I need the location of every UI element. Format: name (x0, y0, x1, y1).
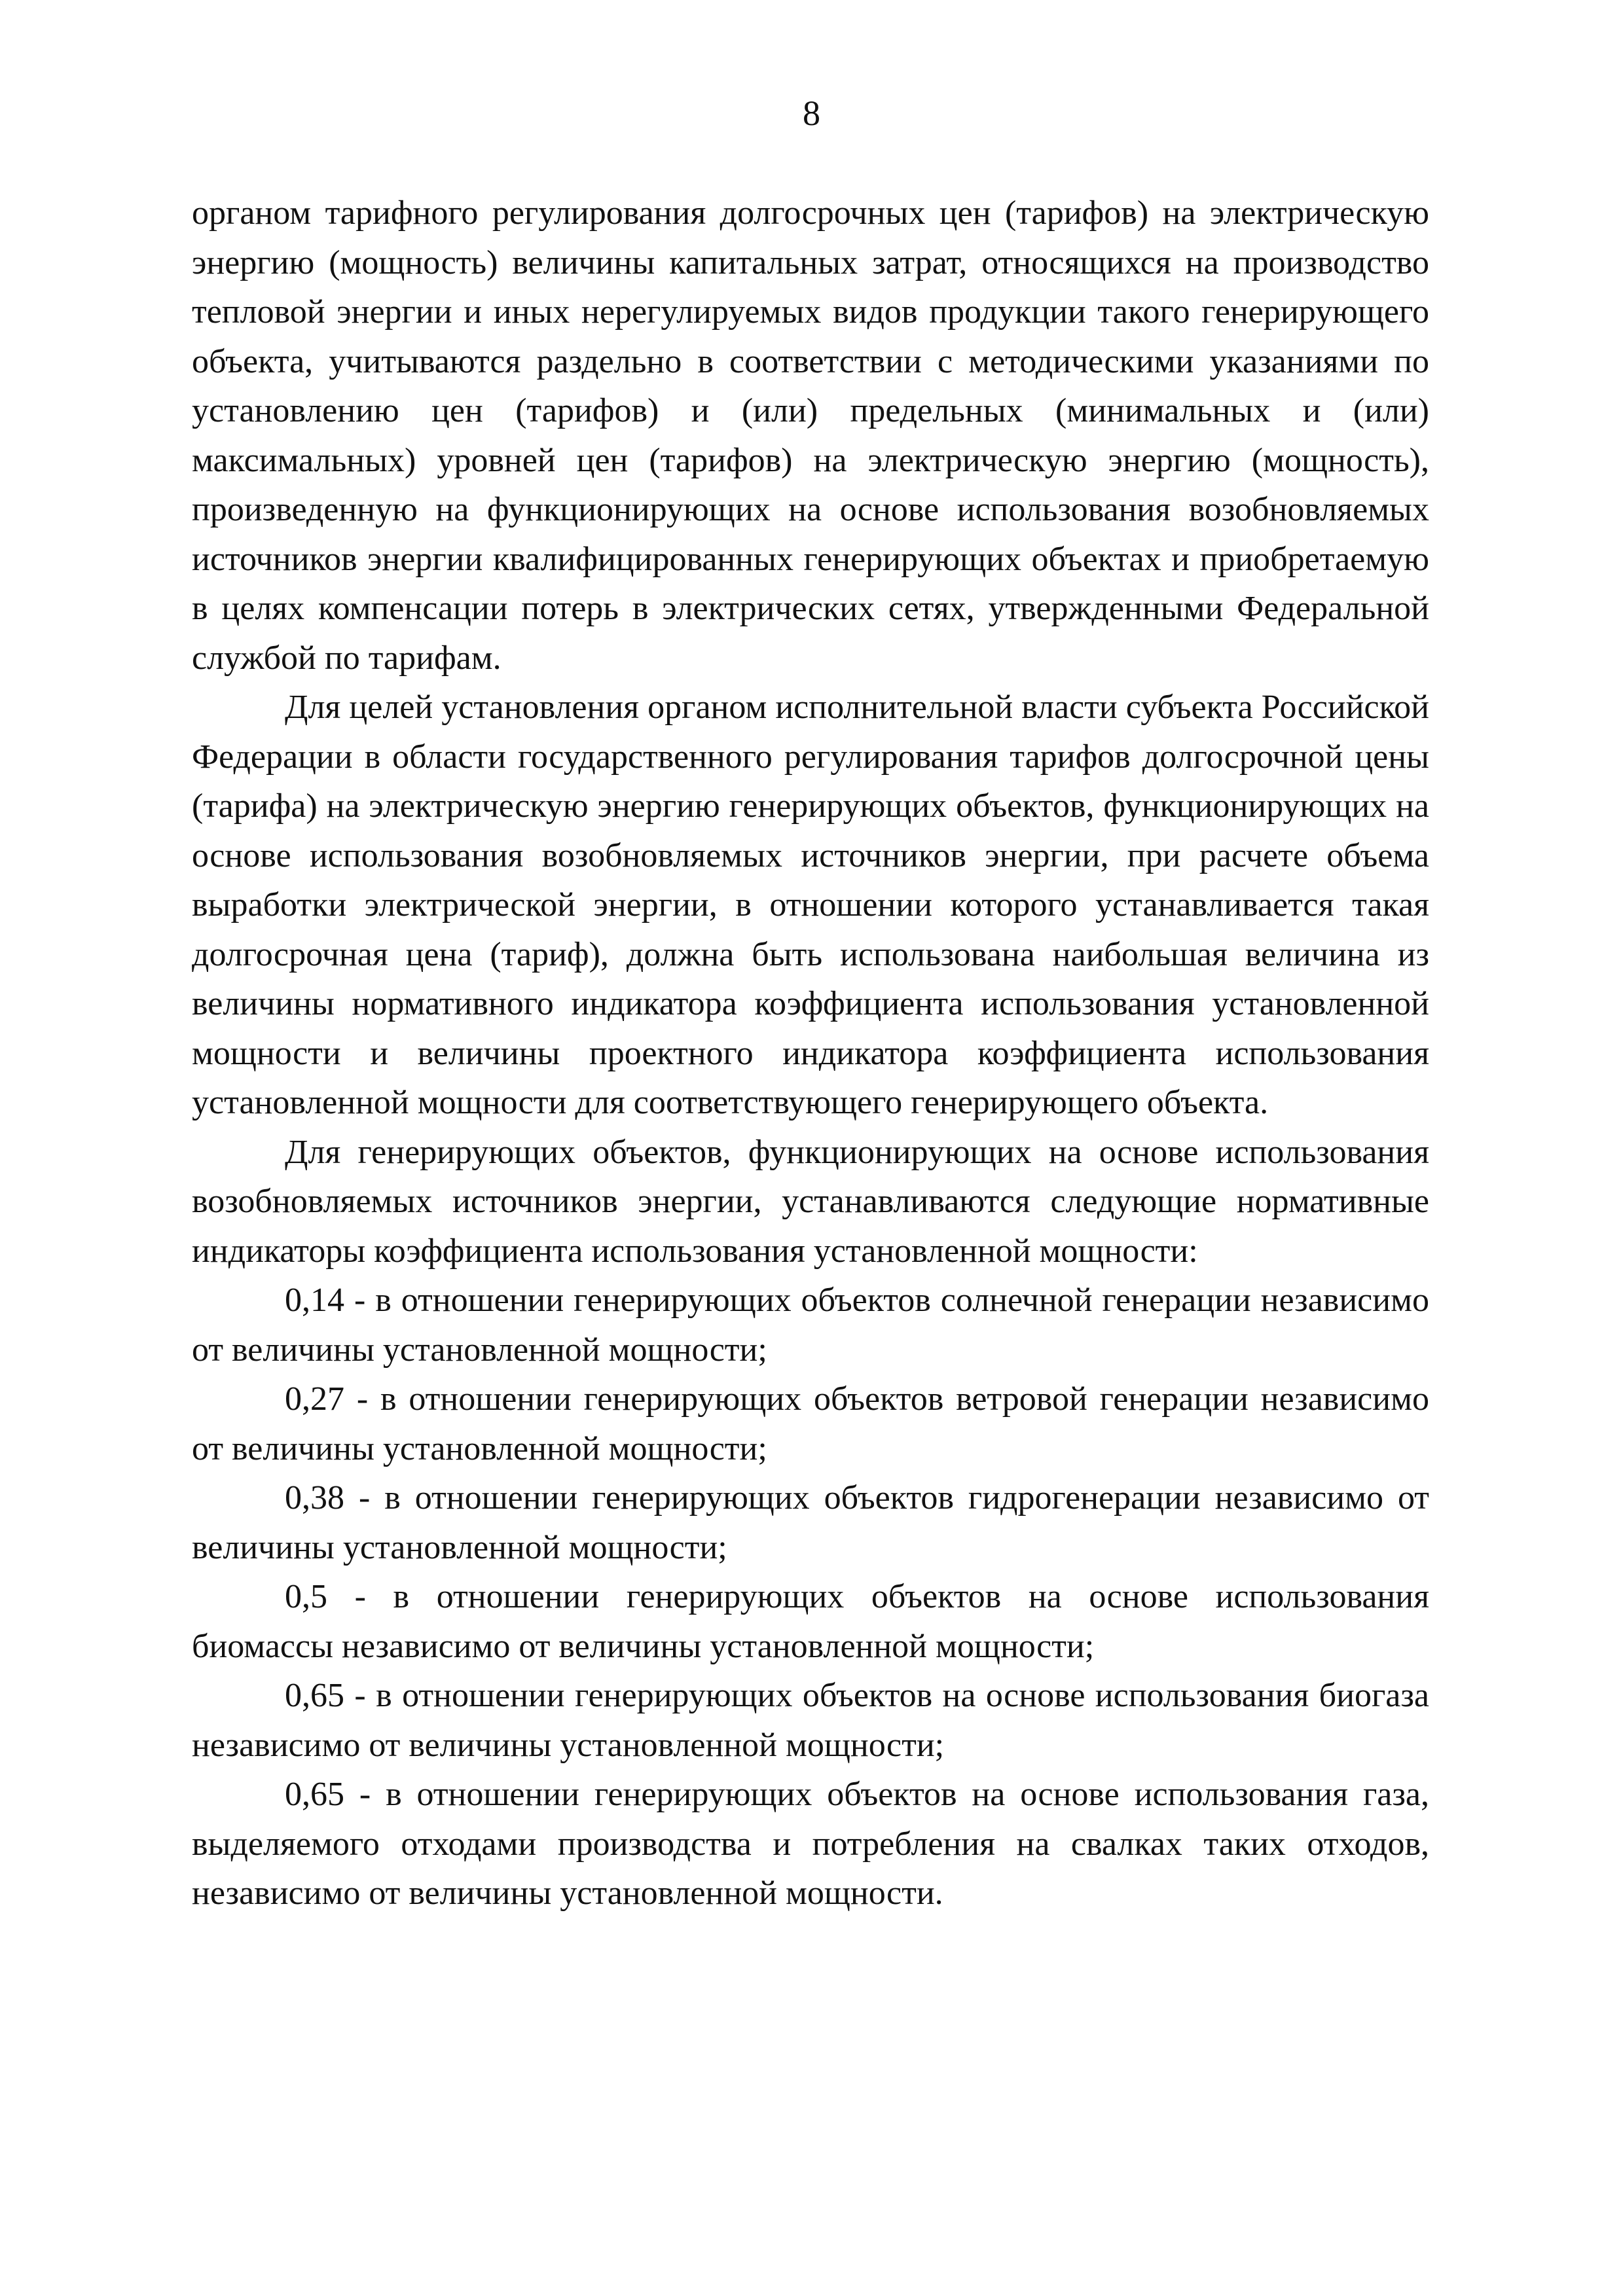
indicator-item-biomass: 0,5 - в отношении генерирующих объектов на основе использования биомассы независимо от величины установленной мощности; (192, 1578, 1429, 1665)
document-body (192, 188, 1429, 1918)
indicator-item-biogas: 0,65 - в отношении генерирующих объектов на основе использования биогаза независимо от величины установленной мощности; (192, 1677, 1429, 1764)
paragraph-calculation-rule: Для целей установления органом исполнительной власти субъекта Российской Федерации в области государственного регулирования тарифов долгосрочной цены (тарифа) на электрическую энергию генерирующих объектов, функционирующих на основе использования возобновляемых источников энергии, при расчете объема выработки электрической энергии, в отношении которого устанавливается такая долгосрочная цена (тариф), должна быть использована наибольшая величина из величины нормативного индикатора коэффициента использования установленной мощности и величины проектного индикатора коэффициента использования установленной мощности для соответствующего генерирующего объекта. (192, 689, 1429, 1121)
indicator-item-hydro: 0,38 - в отношении генерирующих объектов гидрогенерации независимо от величины установленной мощности; (192, 1479, 1429, 1566)
indicator-item-solar: 0,14 - в отношении генерирующих объектов солнечной генерации независимо от величины установленной мощности; (192, 1282, 1429, 1369)
paragraph-indicators-intro: Для генерирующих объектов, функционирующих на основе использования возобновляемых источников энергии, устанавливаются следующие нормативные индикаторы коэффициента использования установленной мощности: (192, 1133, 1429, 1270)
paragraph-continuation: органом тарифного регулирования долгосрочных цен (тарифов) на электрическую энергию (мощность) величины капитальных затрат, относящихся на производство тепловой энергии и иных нерегулируемых видов продукции такого генерирующего объекта, учитываются раздельно в соответствии с методическими указаниями по установлению цен (тарифов) и (или) предельных (минимальных и (или) максимальных) уровней цен (тарифов) на электрическую энергию (мощность), произведенную на функционирующих на основе использования возобновляемых источников энергии квалифицированных генерирующих объектах и приобретаемую в целях компенсации потерь в электрических сетях, утвержденными Федеральной службой по тарифам. (192, 194, 1429, 677)
page-number: 8 (803, 94, 820, 133)
indicator-item-wind: 0,27 - в отношении генерирующих объектов ветровой генерации независимо от величины установленной мощности; (192, 1380, 1429, 1467)
indicator-item-landfill-gas: 0,65 - в отношении генерирующих объектов на основе использования газа, выделяемого отходами производства и потребления на свалках таких отходов, независимо от величины установленной мощности. (192, 1776, 1429, 1912)
